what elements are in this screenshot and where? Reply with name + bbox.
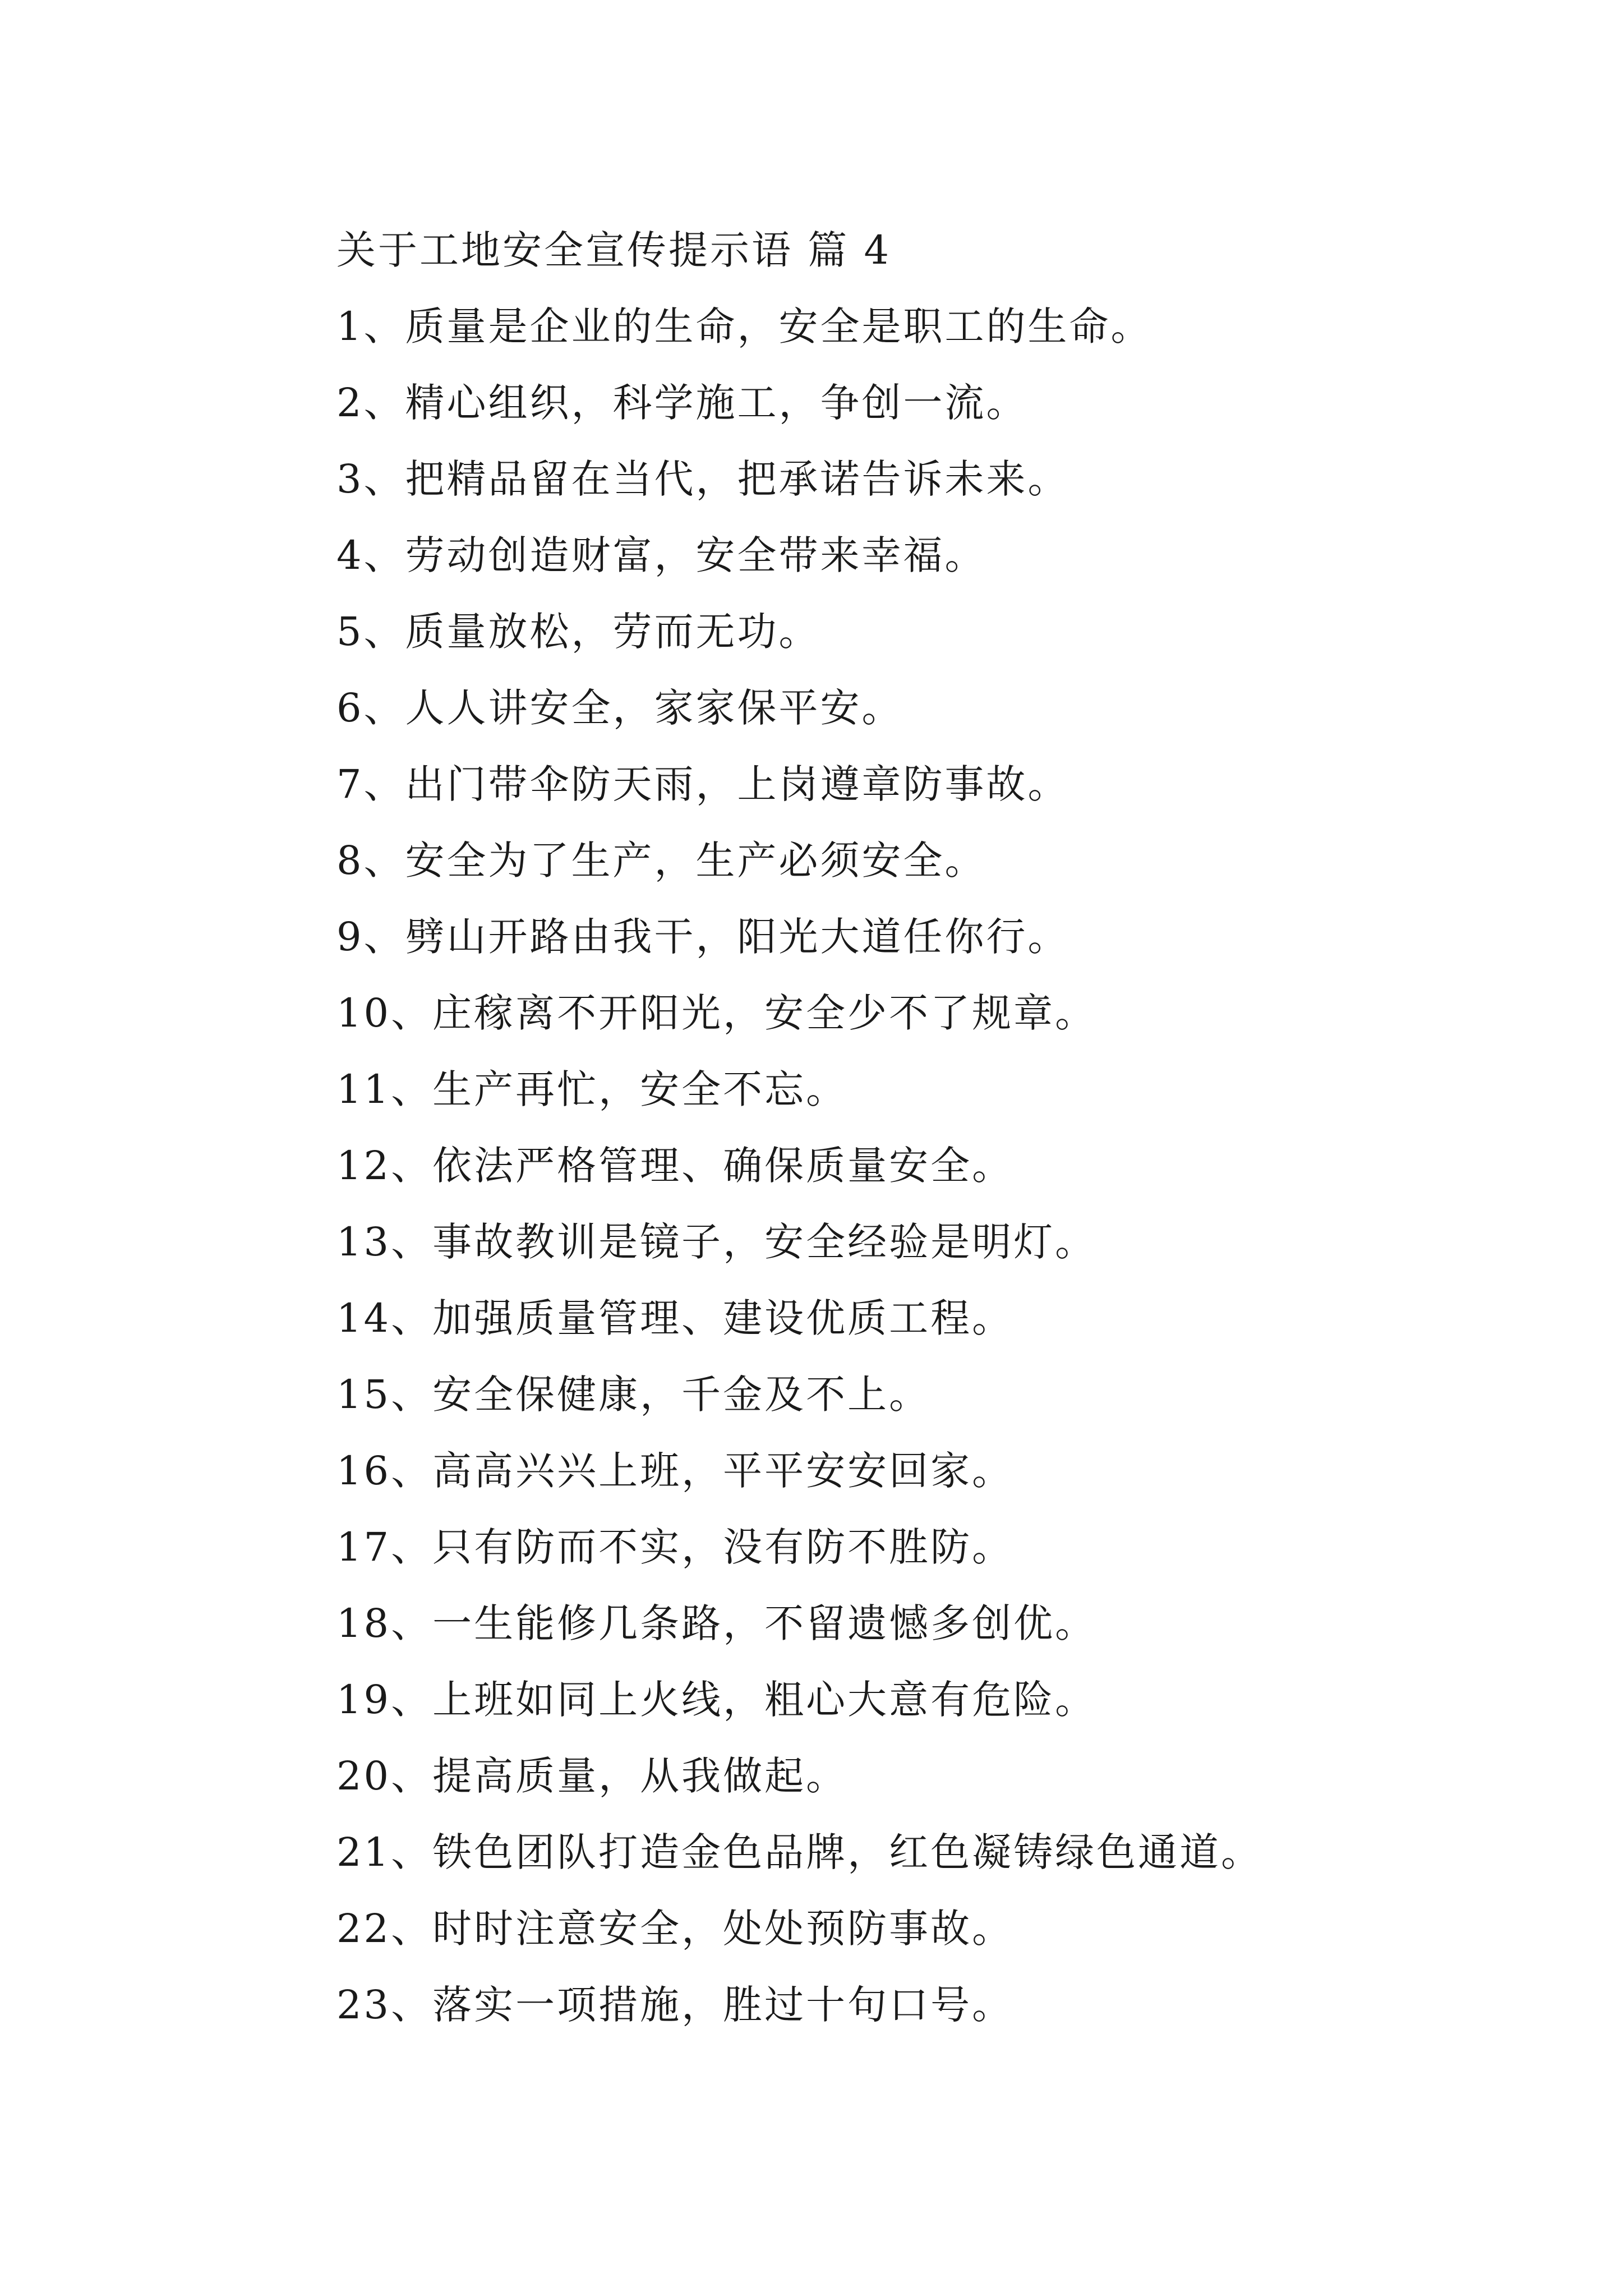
slogan-line: 2、精心组织，科学施工，争创一流。 <box>336 380 1028 426</box>
slogan-line: 19、上班如同上火线，粗心大意有危险。 <box>336 1677 1097 1723</box>
slogan-line: 18、一生能修几条路，不留遗憾多创优。 <box>336 1600 1097 1646</box>
slogan-line: 4、劳动创造财富，安全带来幸福。 <box>336 532 986 578</box>
slogan-line: 23、落实一项措施，胜过十句口号。 <box>336 1982 1014 2028</box>
slogan-line: 3、把精品留在当代，把承诺告诉未来。 <box>336 456 1069 502</box>
slogan-line: 6、人人讲安全，家家保平安。 <box>336 685 903 731</box>
slogan-list <box>336 288 1514 2043</box>
slogan-line: 1、质量是企业的生命，安全是职工的生命。 <box>336 303 1152 349</box>
slogan-line: 11、生产再忙，安全不忘。 <box>336 1066 848 1112</box>
slogan-line: 13、事故教训是镜子，安全经验是明灯。 <box>336 1219 1097 1265</box>
slogan-line: 16、高高兴兴上班，平平安安回家。 <box>336 1448 1014 1494</box>
slogan-line: 12、依法严格管理、确保质量安全。 <box>336 1143 1014 1189</box>
document-title: 关于工地安全宣传提示语 篇 4 <box>336 227 892 273</box>
slogan-line: 5、质量放松，劳而无功。 <box>336 609 820 655</box>
slogan-line: 14、加强质量管理、建设优质工程。 <box>336 1295 1014 1341</box>
slogan-line: 22、时时注意安全，处处预防事故。 <box>336 1906 1014 1952</box>
slogan-line: 8、安全为了生产，生产必须安全。 <box>336 838 986 884</box>
slogan-line: 7、出门带伞防天雨，上岗遵章防事故。 <box>336 761 1069 807</box>
document-body <box>336 212 1514 2043</box>
slogan-line: 17、只有防而不实，没有防不胜防。 <box>336 1524 1014 1570</box>
slogan-line: 10、庄稼离不开阳光，安全少不了规章。 <box>336 990 1097 1036</box>
slogan-line: 21、铁色团队打造金色品牌，红色凝铸绿色通道。 <box>336 1829 1263 1875</box>
slogan-line: 15、安全保健康，千金及不上。 <box>336 1372 931 1418</box>
slogan-line: 20、提高质量，从我做起。 <box>336 1753 848 1799</box>
slogan-line: 9、劈山开路由我干，阳光大道任你行。 <box>336 914 1069 960</box>
